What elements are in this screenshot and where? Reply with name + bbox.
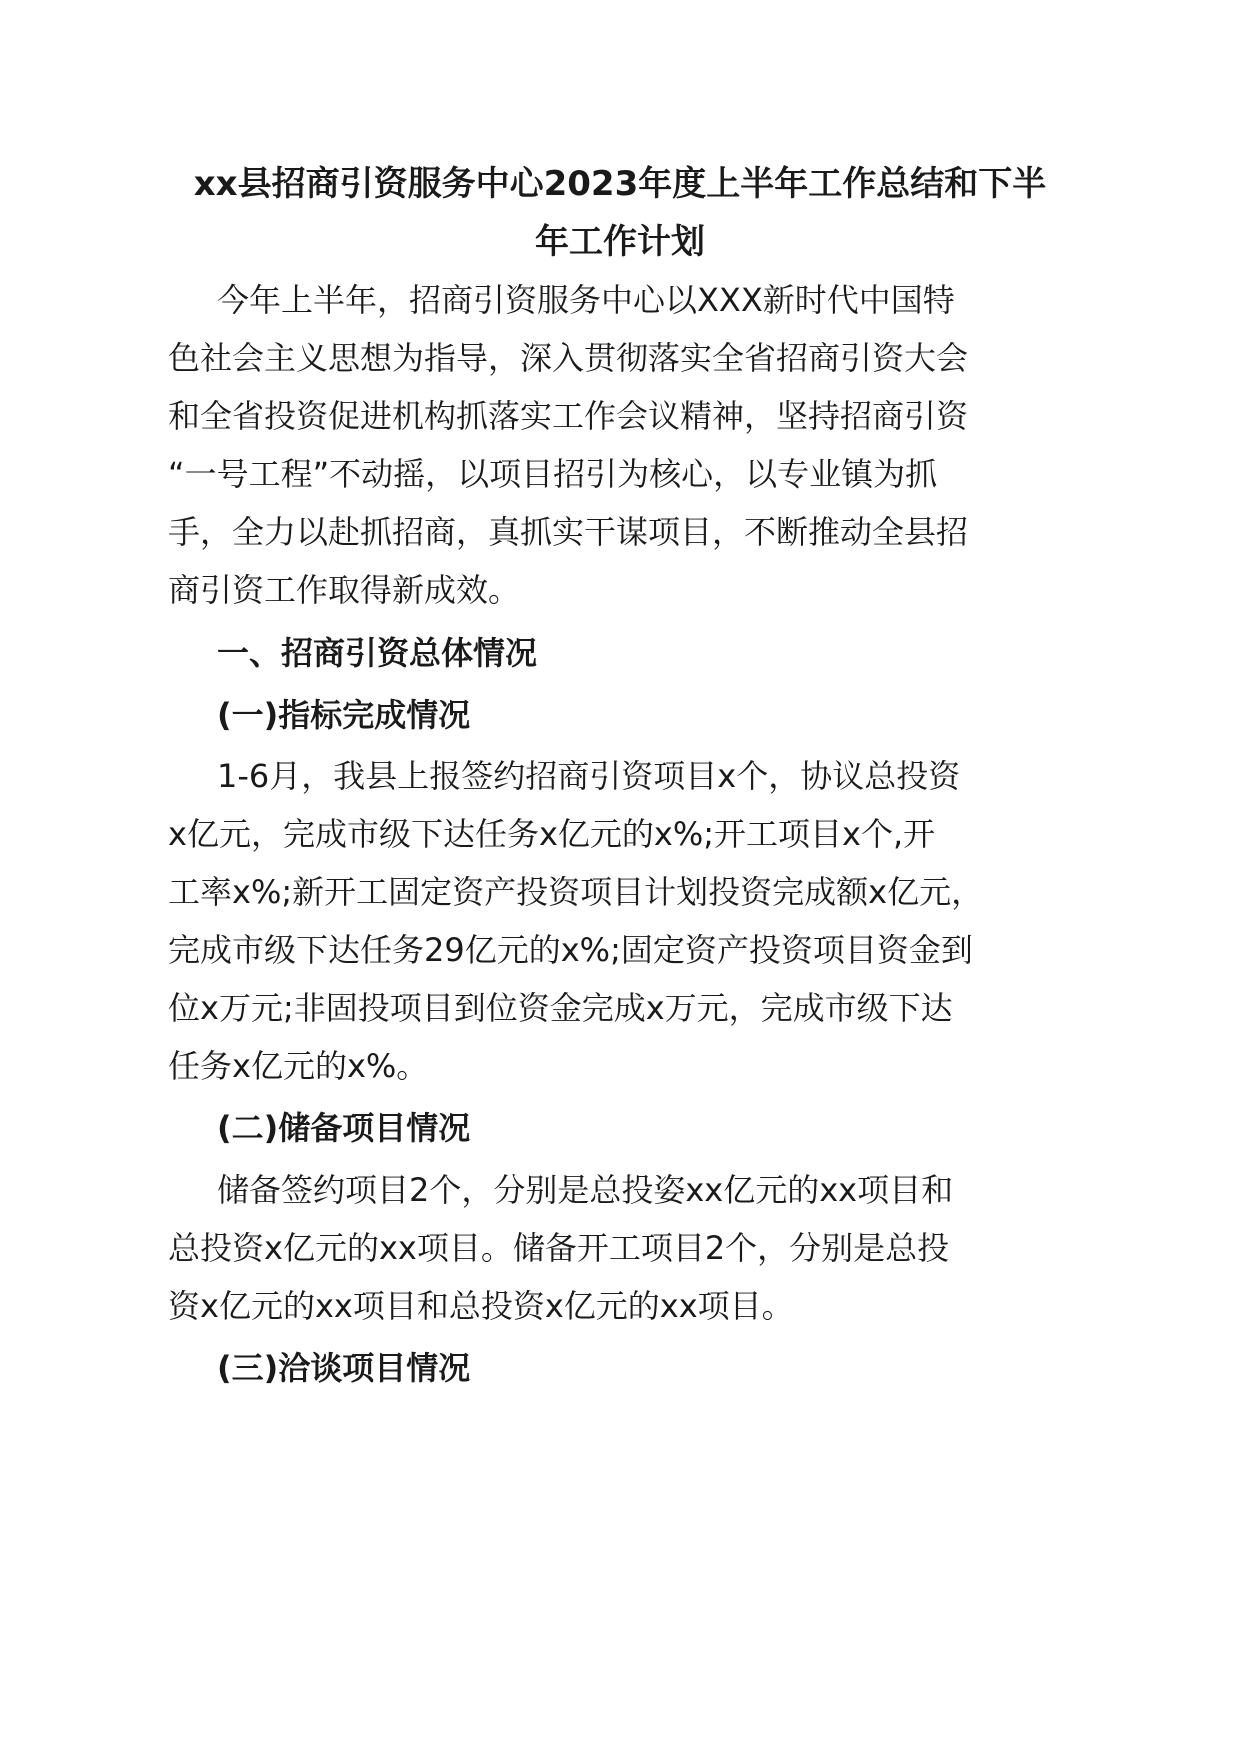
intro-paragraph-line: 商引资工作取得新成效。 [168, 571, 521, 609]
reserve-paragraph-line: 资x亿元的xx项目和总投资x亿元的xx项目。 [168, 1287, 794, 1325]
intro-paragraph-line: 色社会主义思想为指导，深入贯彻落实全省招商引资大会 [168, 339, 969, 377]
document-title-line-1: xx县招商引资服务中心2023年度上半年工作总结和下半 [193, 164, 1047, 204]
reserve-paragraph-line: 储备签约项目2个，分别是总投姿xx亿元的xx项目和 [217, 1171, 954, 1209]
indicators-paragraph-line: 工率x%;新开工固定资产投资项目计划投资完成额x亿元， [168, 873, 984, 911]
intro-paragraph-line: 和全省投资促进机构抓落实工作会议精神，坚持招商引资 [168, 397, 969, 435]
indicators-paragraph-line: 1-6月，我县上报签约招商引资项目x个，协议总投资 [217, 757, 961, 795]
indicators-paragraph-line: 位x万元;非固投项目到位资金完成x万元，完成市级下达 [168, 989, 953, 1027]
indicators-paragraph-line: 完成市级下达任务29亿元的x%;固定资产投资项目资金到 [168, 931, 973, 969]
document-title-line-2: 年工作计划 [535, 222, 705, 262]
reserve-paragraph-line: 总投资x亿元的xx项目。储备开工项目2个，分别是总投 [168, 1229, 950, 1267]
intro-paragraph-line: 手，全力以赴抓招商，真抓实干谋项目，不断推动全县招 [168, 513, 969, 551]
intro-paragraph-line: “一号工程”不动摇，以项目招引为核心，以专业镇为抓 [168, 455, 938, 493]
subsection-heading-indicators: (一)指标完成情况 [217, 696, 471, 734]
indicators-paragraph-line: 任务x亿元的x%。 [168, 1047, 429, 1085]
indicators-paragraph-line: x亿元，完成市级下达任务x亿元的x%;开工项目x个,开 [168, 815, 936, 853]
subsection-heading-negotiation-projects: (三)洽谈项目情况 [217, 1349, 471, 1387]
subsection-heading-reserve-projects: (二)储备项目情况 [217, 1109, 471, 1147]
intro-paragraph-line: 今年上半年，招商引资服务中心以XXX新时代中国特 [217, 281, 955, 319]
section-heading-overall: 一、招商引资总体情况 [217, 634, 538, 672]
